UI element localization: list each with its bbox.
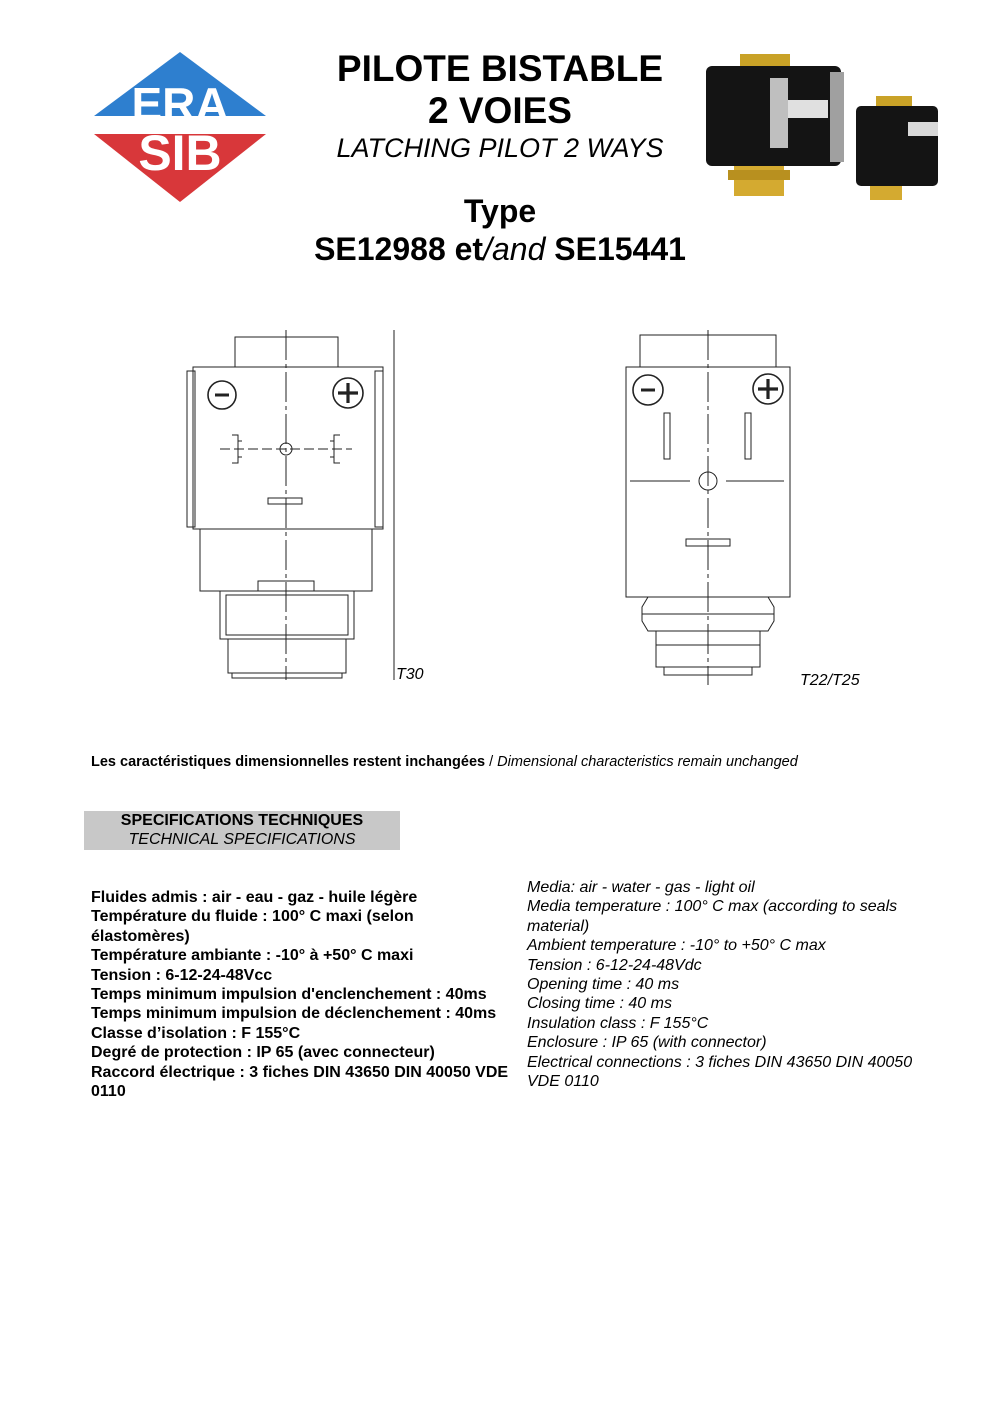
type-heading: [300, 192, 700, 268]
spec-fr-item: Température du fluide : 100° C maxi (selon élastomères): [91, 908, 414, 945]
page-title: [300, 48, 700, 164]
drawing-label-t30: T30: [396, 666, 424, 683]
spec-fr-item: Raccord électrique : 3 fiches DIN 43650 DIN 40050 VDE 0110: [91, 1063, 509, 1101]
spec-en-item: Media temperature : 100° C max (according to seals material): [527, 898, 898, 935]
spec-fr-item: Temps minimum impulsion d'enclenchement : 40ms: [91, 986, 487, 1004]
subtitle: LATCHING PILOT 2 WAYS: [336, 133, 664, 163]
spec-fr-item: Degré de protection : IP 65 (avec connecteur): [91, 1044, 435, 1062]
spec-header: [84, 811, 400, 850]
spec-fr-item: Température ambiante : -10° à +50° C maxi: [91, 947, 414, 965]
type-sep-fr: et: [454, 231, 484, 267]
drawing-t22-t25: [626, 330, 860, 689]
spec-en-item: Tension : 6-12-24-48Vdc: [527, 956, 702, 974]
note-en: Dimensional characteristics remain unchanged: [497, 754, 798, 770]
spec-header-fr: SPECIFICATIONS TECHNIQUES: [120, 812, 364, 829]
title-line-1: PILOTE BISTABLE: [336, 48, 664, 89]
dimension-note: [91, 754, 798, 770]
title-line-2: 2 VOIES: [428, 90, 572, 131]
specs-french: [91, 888, 516, 1101]
spec-fr-item: Fluides admis : air - eau - gaz - huile légère: [91, 889, 418, 906]
spec-en-item: Closing time : 40 ms: [527, 995, 672, 1013]
dimensional-drawings: [180, 325, 880, 695]
spec-en-item: Electrical connections : 3 fiches DIN 43650 DIN 40050 VDE 0110: [527, 1053, 913, 1091]
drawing-t30: [187, 330, 424, 683]
type-slash: /: [483, 231, 492, 267]
spec-en-item: Ambient temperature : -10° to +50° C max: [527, 937, 826, 955]
spec-en-item: Opening time : 40 ms: [527, 976, 680, 994]
era-sib-logo: [92, 50, 268, 206]
logo-bottom-text: SIB: [138, 125, 222, 181]
spec-fr-item: Tension : 6-12-24-48Vcc: [91, 966, 273, 984]
note-fr: Les caractéristiques dimensionnelles restent inchangées: [91, 754, 486, 770]
type-codes: [300, 230, 700, 268]
spec-fr-item: Temps minimum impulsion de déclenchement : 40ms: [91, 1005, 497, 1023]
spec-fr-item: Classe d’isolation : F 155°C: [91, 1024, 301, 1042]
product-photo: [700, 50, 950, 205]
spec-en-item: Enclosure : IP 65 (with connector): [527, 1034, 767, 1052]
type-sep-en: and: [491, 231, 546, 267]
spec-header-en: TECHNICAL SPECIFICATIONS: [128, 831, 356, 848]
type-code-1: SE12988: [314, 231, 446, 267]
note-sep: /: [485, 754, 498, 770]
type-code-2: SE15441: [554, 231, 686, 267]
type-label: Type: [463, 193, 537, 229]
logo-top-text: ERA: [131, 78, 229, 130]
drawing-label-t22-t25: T22/T25: [800, 672, 860, 689]
spec-en-item: Media: air - water - gas - light oil: [527, 879, 755, 896]
spec-en-item: Insulation class : F 155°C: [527, 1014, 709, 1032]
specs-english: [527, 878, 947, 1091]
